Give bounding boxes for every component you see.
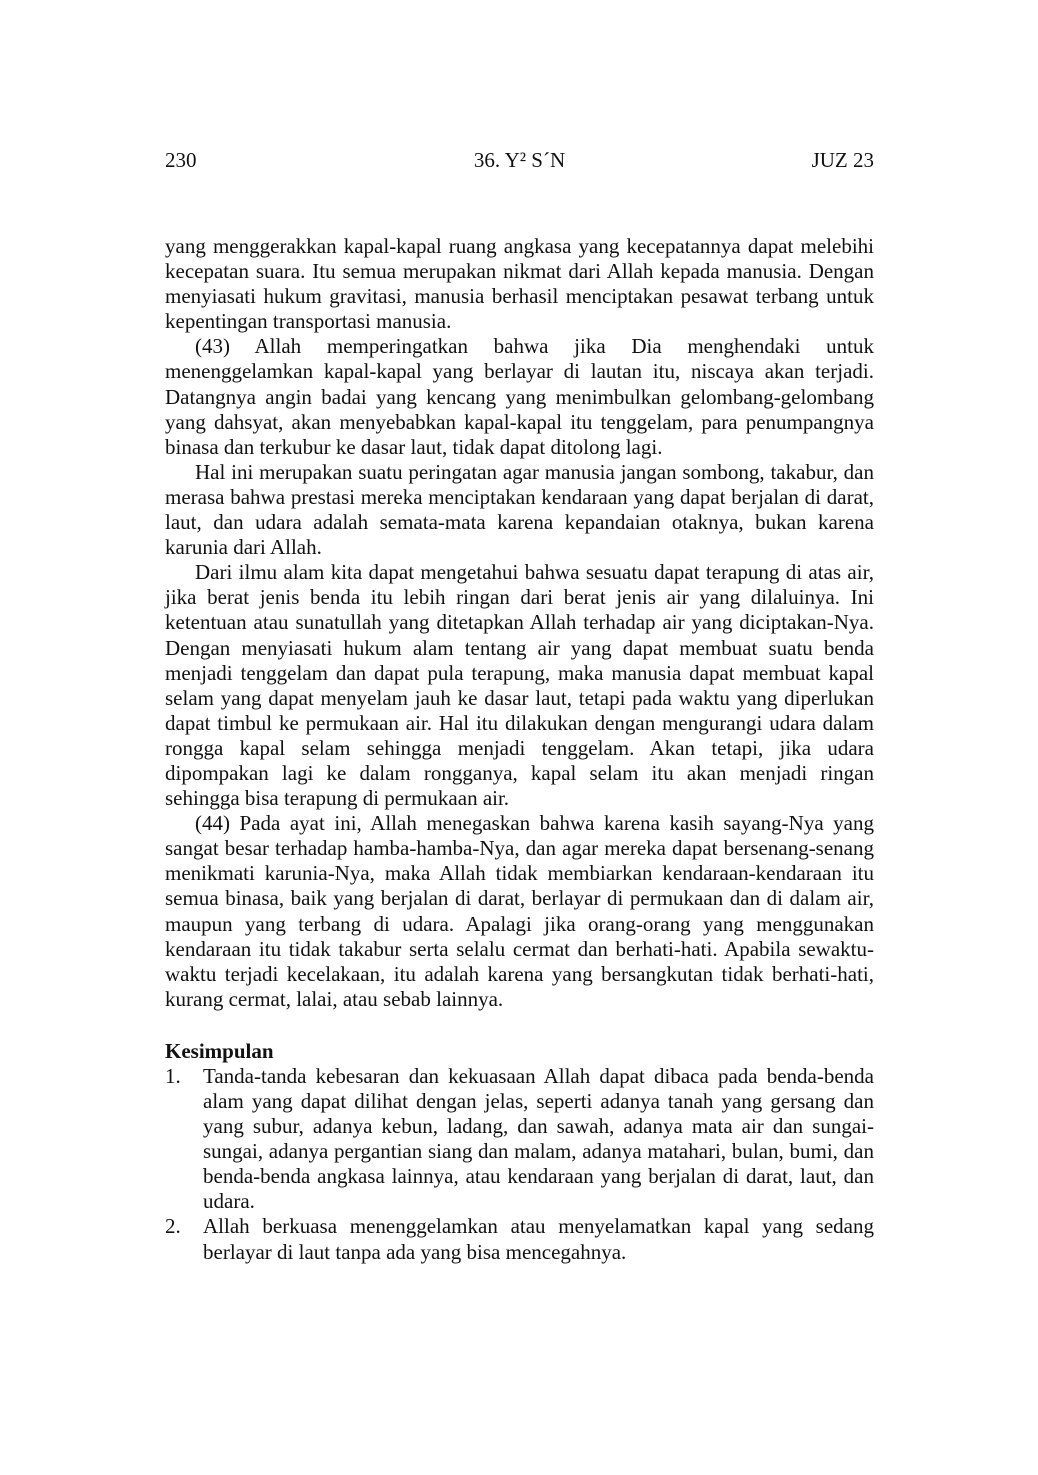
conclusion-item — [165, 1214, 874, 1264]
conclusion-heading: Kesimpulan — [165, 1038, 274, 1063]
conclusion-list — [165, 1064, 874, 1265]
paragraph-submarine: Dari ilmu alam kita dapat mengetahui bahwa sesuatu dapat terapung di atas air, jika berat jenis benda itu lebih ringan dari berat jenis air yang dilaluinya. Ini ketentuan atau sunatullah yang ditetapkan Allah terhadap air yang diciptakan-Nya. Dengan menyiasati hukum alam tentang air yang dapat membuat suatu benda menjadi tenggelam dan dapat pula terapung, maka manusia dapat membuat kapal selam yang dapat menyelam jauh ke dasar laut, tetapi pada waktu yang diperlukan dapat timbul ke permukaan air. Hal itu dilakukan dengan mengurangi udara dalam rongga kapal selam sehingga menjadi tenggelam. Akan tetapi, jika udara dipompakan lagi ke dalam rongganya, kapal selam itu akan menjadi ringan sehingga bisa terapung di permukaan air. — [165, 560, 874, 811]
conclusion-item-number: 2. — [165, 1214, 181, 1239]
page-number: 230 — [165, 148, 197, 172]
running-header — [165, 147, 874, 173]
paragraph-verse-44: (44) Pada ayat ini, Allah menegaskan bahwa karena kasih sayang-Nya yang sangat besar terhadap hamba-hamba-Nya, dan agar mereka dapat bersenang-senang menikmati karunia-Nya, maka Allah tidak membiarkan kendaraan-kendaraan itu semua binasa, baik yang berjalan di darat, berlayar di permukaan dan di dalam air, maupun yang terbang di udara. Apalagi jika orang-orang yang menggunakan kendaraan itu tidak takabur serta selalu cermat dan berhati-hati. Apabila sewaktu-waktu terjadi kecelakaan, itu adalah karena yang bersangkutan tidak berhati-hati, kurang cermat, lalai, atau sebab lainnya. — [165, 811, 874, 1011]
book-page — [165, 0, 874, 1475]
paragraph-continuation: yang menggerakkan kapal-kapal ruang angkasa yang kecepatannya dapat melebihi kecepatan suara. Itu semua merupakan nikmat dari Allah kepada manusia. Dengan menyiasati hukum gravitasi, manusia berhasil menciptakan pesawat terbang untuk kepentingan transportasi manusia. — [165, 234, 874, 334]
juz-label: JUZ 23 — [811, 148, 874, 172]
paragraph-verse-43: (43) Allah memperingatkan bahwa jika Dia menghendaki untuk menenggelamkan kapal-kapal yang berlayar di lautan itu, niscaya akan terjadi. Datangnya angin badai yang kencang yang menimbulkan gelombang-gelombang yang dahsyat, akan menyebabkan kapal-kapal itu tenggelam, para penumpangnya binasa dan terkubur ke dasar laut, tidak dapat ditolong lagi. — [165, 334, 874, 459]
body-text — [165, 234, 874, 1265]
paragraph-warning: Hal ini merupakan suatu peringatan agar manusia jangan sombong, takabur, dan merasa bahwa prestasi mereka menciptakan kendaraan yang dapat berjalan di darat, laut, dan udara adalah semata-mata karena kepandaian otaknya, bukan karena karunia dari Allah. — [165, 459, 874, 560]
conclusion-item — [165, 1064, 874, 1215]
conclusion-item-text: Tanda-tanda kebesaran dan kekuasaan Allah dapat dibaca pada benda-benda alam yang dapat dilihat dengan jelas, seperti adanya tanah yang gersang dan yang subur, adanya kebun, ladang, dan sawah, adanya mata air dan sungai-sungai, adanya pergantian siang dan malam, adanya matahari, bulan, bumi, dan benda-benda angkasa lainnya, atau kendaraan yang berjalan di darat, laut, dan udara. — [203, 1063, 874, 1214]
conclusion-item-text: Allah berkuasa menenggelamkan atau menyelamatkan kapal yang sedang berlayar di laut tanpa ada yang bisa mencegahnya. — [203, 1214, 874, 1264]
surah-title: 36. Y² S´N — [473, 148, 566, 172]
conclusion-item-number: 1. — [165, 1063, 181, 1088]
